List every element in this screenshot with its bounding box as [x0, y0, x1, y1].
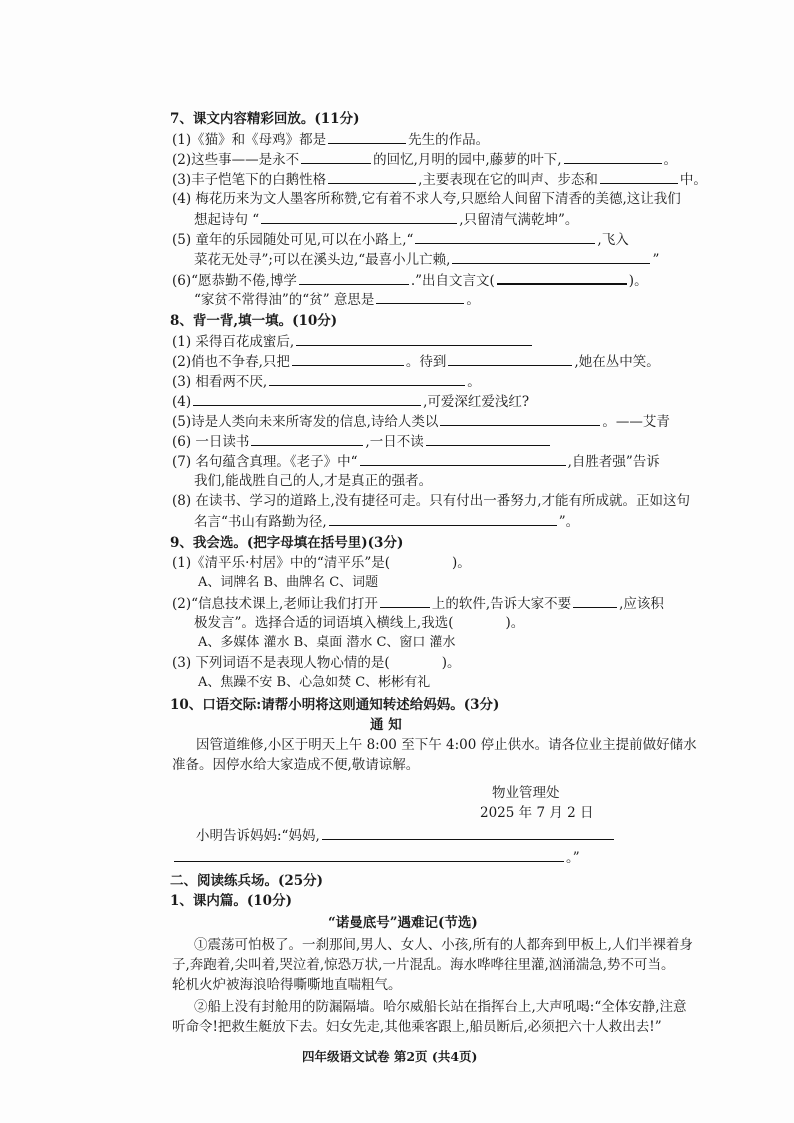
q8-line-8b: 名言“书山有路勤为径, ”。: [194, 514, 580, 530]
blank[interactable]: [415, 230, 595, 244]
part2-heading: 二、阅读练兵场。(25分): [170, 873, 324, 889]
blank[interactable]: [299, 271, 409, 285]
notice-signature-date: 2025 年 7 月 2 日: [480, 805, 594, 821]
blank[interactable]: [269, 372, 465, 386]
q9-line-3-options: A、焦躁不安 B、心急如焚 C、彬彬有礼: [198, 675, 431, 690]
q10-answer-line-1: 小明告诉妈妈:“妈妈,: [196, 826, 616, 845]
blank[interactable]: [292, 352, 404, 366]
q9-heading: 9、我会选。(把字母填在括号里)(3分): [170, 535, 404, 551]
notice-signature-org: 物业管理处: [492, 785, 560, 801]
blank[interactable]: [380, 594, 430, 608]
q7-line-6a: (6)“愿恭勤不倦,博学 .”出自文言文( )。: [172, 270, 648, 290]
q7-line-3: (3)丰子恺笔下的白鹅性格 ,主要表现在它的叫声、步态和 中。: [172, 172, 707, 188]
blank[interactable]: [328, 130, 406, 144]
q7-line-4a: (4) 梅花历来为文人墨客所称赞,它有着不求人夸,只愿给人间留下清香的美德,这让我们: [172, 191, 681, 207]
q8-line-7b: 我们,能战胜自己的人,才是真正的强者。: [194, 473, 433, 489]
blank[interactable]: [376, 290, 464, 304]
q10-heading: 10、口语交际:请帮小明将这则通知转述给妈妈。(3分): [170, 697, 500, 713]
blank[interactable]: [600, 170, 678, 184]
passage-p1-line-3: 轮机火炉被海浪哈得嘶嘶地直喘粗气。: [172, 977, 402, 993]
q9-line-1: (1)《清平乐·村居》中的“清平乐”是( )。: [172, 555, 471, 571]
answer-blank[interactable]: [174, 848, 564, 862]
blank[interactable]: [564, 150, 662, 164]
passage-p2-line-1: ②船上没有封舱用的防漏隔墙。哈尔威船长站在指挥台上,大声吼喝:“全体安静,注意: [194, 999, 687, 1015]
q8-line-3: (3) 相看两不厌, 。: [172, 374, 481, 390]
q8-line-7a: (7) 名句蕴含真理。《老子》中“ ,自胜者强”告诉: [172, 454, 660, 470]
q10-answer-line-2: 。”: [172, 848, 580, 867]
q8-line-4: (4) ,可爱深红爱浅红?: [172, 394, 530, 410]
q8-heading: 8、背一背,填一填。(10分): [170, 313, 338, 329]
page-footer: 四年级语文试卷 第2页 (共4页): [302, 1049, 478, 1064]
blank[interactable]: [497, 270, 627, 285]
blank[interactable]: [328, 170, 416, 184]
blank[interactable]: [573, 594, 617, 608]
q8-line-5: (5)诗是人类向未来所寄发的信息,诗给人类以 。——艾青: [172, 414, 670, 430]
q9-line-2b: 极发言”。选择合适的词语填入横线上,我选( )。: [194, 615, 525, 631]
notice-line-1: 因管道维修,小区于明天上午 8:00 至下午 4:00 停止供水。请各位业主提前做好储水: [196, 737, 697, 753]
q7-line-6b: “家贫不常得油”的“贫” 意思是 。: [194, 292, 480, 308]
q7-line-5a: (5) 童年的乐园随处可见,可以在小路上,“ ,飞入: [172, 232, 629, 248]
q7-line-2: (2)这些事——是永不 的回忆,月明的园中,藤萝的叶下, 。: [172, 152, 677, 168]
notice-line-2: 准备。因停水给大家造成不便,敬请谅解。: [172, 757, 420, 773]
blank[interactable]: [296, 332, 532, 346]
q7-line-1: (1)《猫》和《母鸡》都是 先生的作品。: [172, 132, 490, 148]
blank[interactable]: [301, 150, 371, 164]
blank[interactable]: [440, 412, 600, 426]
blank[interactable]: [329, 512, 557, 526]
q9-line-2a: (2)“信息技术课上,老师让我们打开 上的软件,告诉大家不要 ,应该积: [172, 596, 664, 612]
q7-line-5b: 菜花无处寻”;可以在溪头边,“最喜小儿亡赖, ”: [194, 252, 660, 268]
q8-line-2: (2)俏也不争春,只把 。待到 ,她在丛中笑。: [172, 354, 660, 370]
blank[interactable]: [251, 432, 363, 446]
q9-line-2-options: A、多媒体 灌水 B、桌面 潜水 C、窗口 灌水: [198, 635, 456, 650]
q8-line-8a: (8) 在读书、学习的道路上,没有捷径可走。只有付出一番努力,才能有所成就。正如这句: [172, 493, 690, 509]
blank[interactable]: [261, 210, 457, 224]
q8-line-6: (6) 一日读书 ,一日不读: [172, 432, 552, 451]
part2-subheading: 1、课内篇。(10分): [170, 893, 292, 909]
blank[interactable]: [448, 352, 572, 366]
q7-heading: 7、课文内容精彩回放。(11分): [170, 111, 360, 127]
q7-line-4b: 想起诗句 “ ,只留清气满乾坤”。: [194, 212, 579, 228]
passage-p1-line-2: 子,奔跑着,尖叫着,哭泣着,惊恐万状,一片混乱。海水哗哗往里灌,汹涌湍急,势不可当。: [172, 957, 675, 973]
blank[interactable]: [426, 432, 550, 446]
q9-line-1-options: A、词牌名 B、曲牌名 C、词题: [198, 575, 379, 590]
blank[interactable]: [452, 250, 650, 264]
passage-title: “诺曼底号”遇难记(节选): [328, 915, 478, 931]
q9-line-3: (3) 下列词语不是表现人物心情的是( )。: [172, 655, 461, 671]
passage-p2-line-2: 听命令!把救生艇放下去。妇女先走,其他乘客跟上,船员断后,必须把六十人救出去!”: [172, 1019, 662, 1035]
blank[interactable]: [193, 392, 421, 406]
q8-line-1: (1) 采得百花成蜜后,: [172, 332, 534, 351]
notice-title: 通 知: [370, 717, 402, 733]
answer-blank[interactable]: [322, 826, 614, 840]
passage-p1-line-1: ①震荡可怕极了。一刹那间,男人、女人、小孩,所有的人都奔到甲板上,人们半裸着身: [194, 937, 693, 953]
blank[interactable]: [360, 452, 566, 466]
